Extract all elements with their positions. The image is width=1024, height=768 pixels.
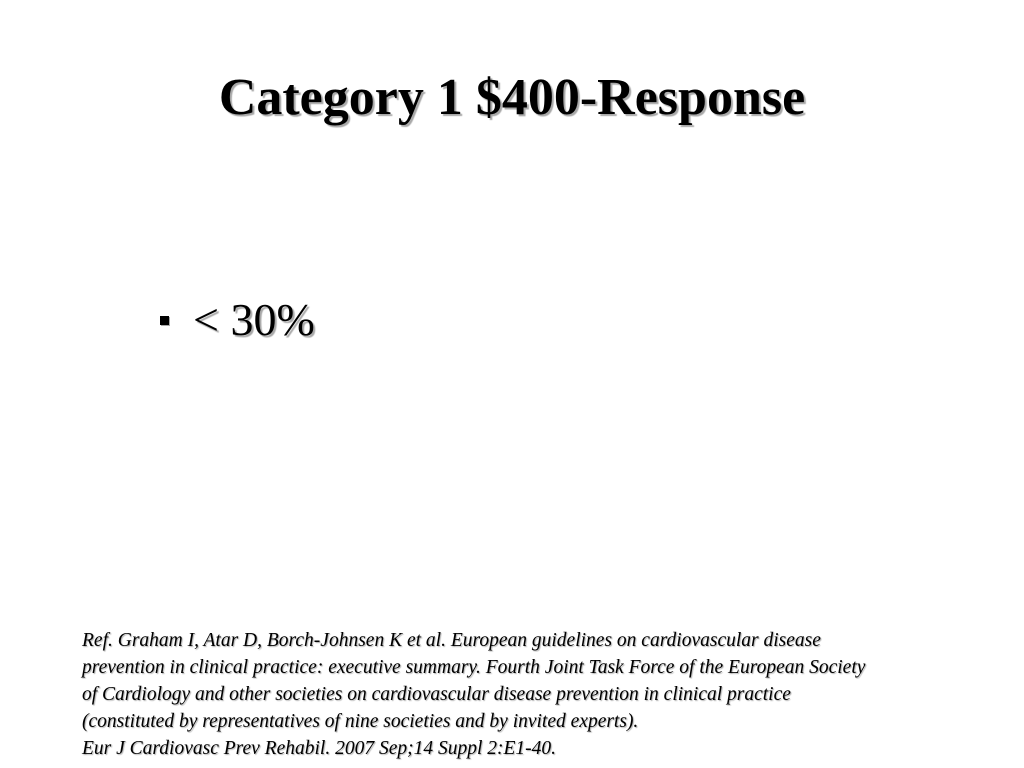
reference-line: (constituted by representatives of nine societies and by invited experts). [82, 711, 639, 732]
reference-line: prevention in clinical practice: executive summary. Fourth Joint Task Force of the European Society [82, 657, 866, 678]
reference-line: Ref. Graham I, Atar D, Borch-Johnsen K et al. European guidelines on cardiovascular disease [82, 630, 821, 651]
reference-journal-line: Eur J Cardiovasc Prev Rehabil. 2007 Sep;14 Suppl 2:E1-40. [82, 738, 557, 759]
reference-citation [82, 627, 1012, 762]
bullet-text: < 30% [193, 294, 315, 345]
bullet-item [160, 290, 315, 350]
square-bullet-icon [160, 316, 169, 325]
reference-line: of Cardiology and other societies on cardiovascular disease prevention in clinical practice [82, 684, 791, 705]
slide-title: Category 1 $400-Response [218, 69, 806, 126]
bullet-list [160, 290, 315, 350]
